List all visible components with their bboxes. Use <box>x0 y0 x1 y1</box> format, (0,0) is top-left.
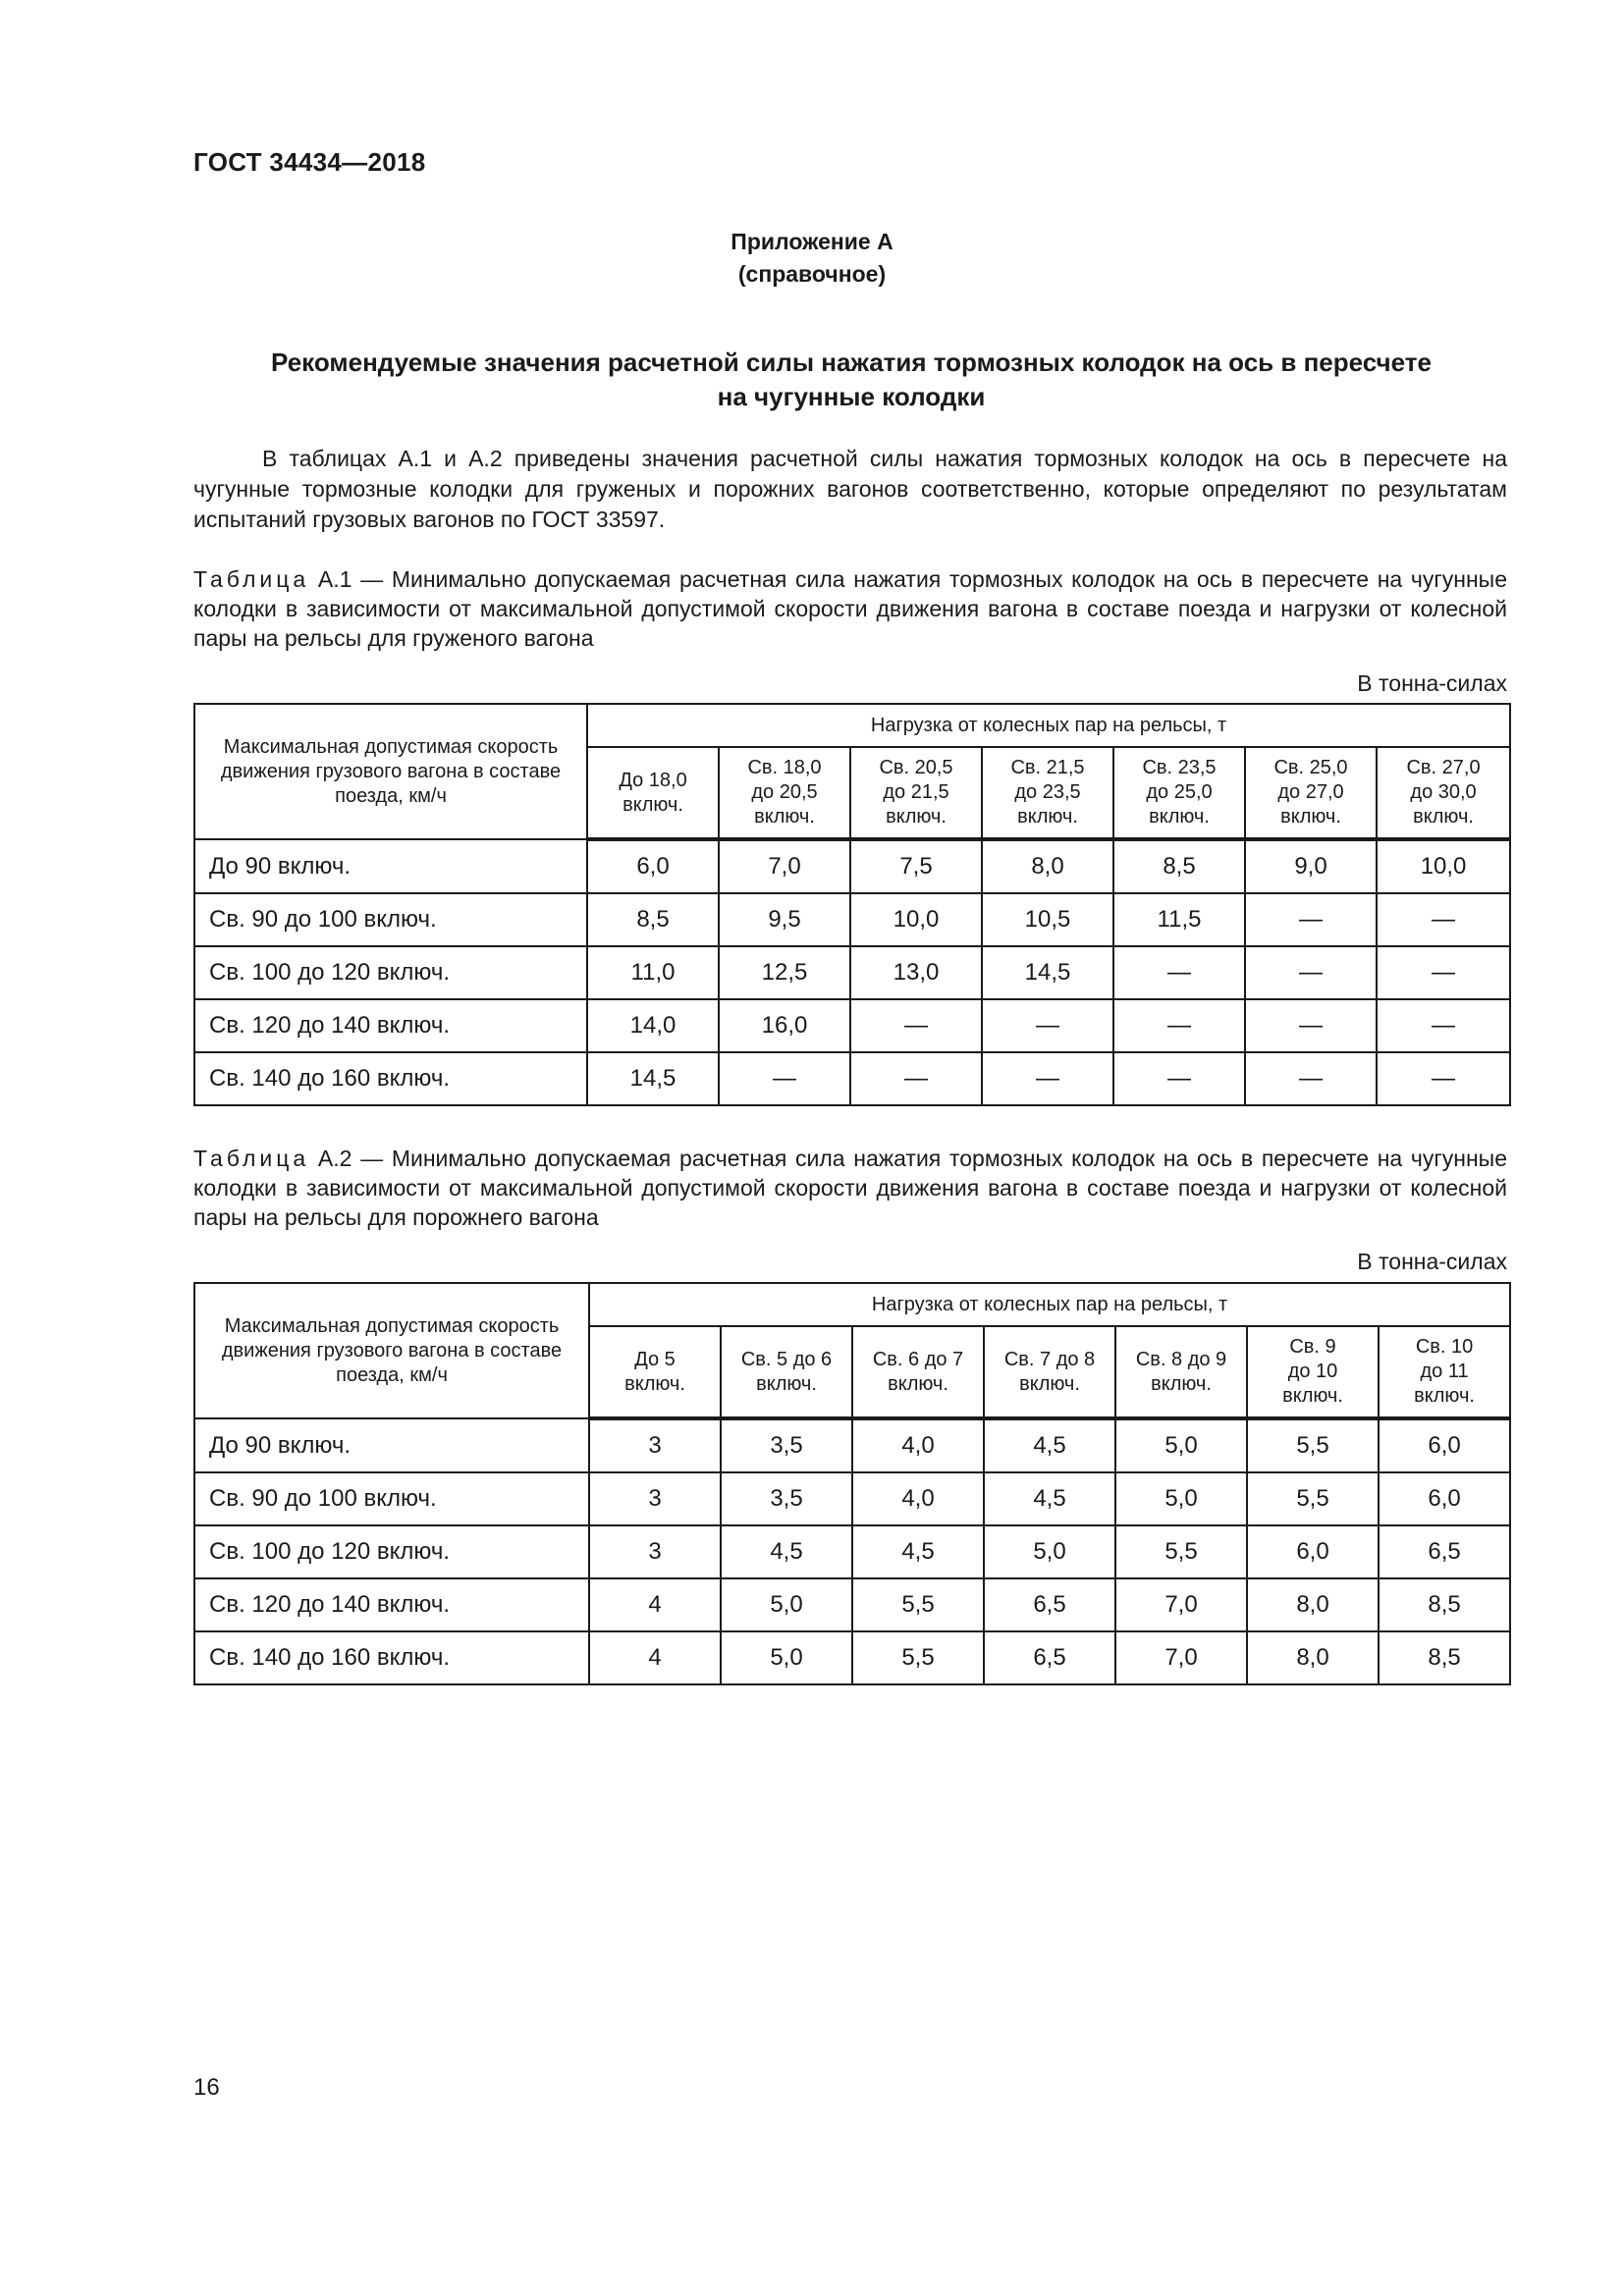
row-label: Св. 100 до 120 включ. <box>194 1525 589 1578</box>
table-cell: 6,0 <box>1247 1525 1379 1578</box>
table-cell: 14,0 <box>587 999 719 1052</box>
table-1-caption-text: А.1 — Минимально допускаемая расчетная сила нажатия тормозных колодок на ось в пересчете на чугунные колодки в зависимости от максимальной допустимой скорости движения вагона в составе поезда и нагрузки от колесной пары на рельсы для груженого вагона <box>193 566 1508 651</box>
table-cell: 7,0 <box>1115 1631 1247 1684</box>
column-header <box>1377 747 1510 839</box>
column-header <box>1379 1326 1510 1418</box>
table-row <box>194 946 1510 999</box>
table-row <box>194 1472 1510 1525</box>
column-header-line: Св. 27,0 <box>1406 757 1481 778</box>
intro-paragraph: В таблицах А.1 и А.2 приведены значения расчетной силы нажатия тормозных колодок на ось в пересчете на чугунные тормозные колодки для груженых и порожних вагонов соответственно, которые определяют по результатам испытаний грузовых вагонов по ГОСТ 33597. <box>193 446 1507 532</box>
column-header <box>852 1326 984 1418</box>
table-cell: 14,5 <box>587 1052 719 1105</box>
table-cell: 5,0 <box>1115 1472 1247 1525</box>
table-cell: 8,5 <box>1113 839 1245 893</box>
table-cell: 8,0 <box>982 839 1113 893</box>
row-label: Св. 140 до 160 включ. <box>194 1631 589 1684</box>
column-header-line: включ. <box>754 806 815 828</box>
column-header-line: включ. <box>1019 1372 1080 1395</box>
column-header-line: Св. 25,0 <box>1273 757 1348 778</box>
column-header-line: включ. <box>1149 806 1210 828</box>
table-row <box>194 1418 1510 1472</box>
table-2-caption-text: А.2 — Минимально допускаемая расчетная сила нажатия тормозных колодок на ось в пересчете на чугунные колодки в зависимости от максимальной допустимой скорости движения вагона в составе поезда и нагрузки от колесной пары на рельсы для порожнего вагона <box>193 1146 1508 1230</box>
section-title <box>193 346 1509 414</box>
table-cell: 6,0 <box>1379 1472 1510 1525</box>
table-cell: 4 <box>589 1578 721 1631</box>
table-1-label: Таблица <box>193 566 310 592</box>
table-cell: — <box>1113 946 1245 999</box>
table-2-label: Таблица <box>193 1146 310 1171</box>
table-cell: 8,0 <box>1247 1578 1379 1631</box>
table-cell: 5,5 <box>852 1631 984 1684</box>
table-cell: 5,5 <box>1247 1472 1379 1525</box>
column-header-line: до 25,0 <box>1146 781 1213 803</box>
table-cell: 16,0 <box>719 999 850 1052</box>
table-cell: 13,0 <box>850 946 982 999</box>
column-header-line: Св. 23,5 <box>1142 757 1217 778</box>
table-1-row-header: Максимальная допустимая скорость движения грузового вагона в составе поезда, км/ч <box>194 704 587 839</box>
column-header-line: включ. <box>886 806 947 828</box>
table-cell: — <box>1113 1052 1245 1105</box>
table-cell: 8,5 <box>587 893 719 946</box>
table-cell: 4,5 <box>984 1418 1115 1472</box>
table-2-row-header: Максимальная допустимая скорость движения грузового вагона в составе поезда, км/ч <box>194 1283 589 1418</box>
row-label: Св. 120 до 140 включ. <box>194 1578 589 1631</box>
table-row <box>194 893 1510 946</box>
table-cell: 3,5 <box>721 1472 852 1525</box>
table-cell: 5,0 <box>1115 1418 1247 1472</box>
table-cell: — <box>1245 1052 1377 1105</box>
column-header-line: включ. <box>888 1372 948 1395</box>
appendix-heading <box>0 226 1624 291</box>
table-cell: — <box>982 1052 1113 1105</box>
table-2-group-header: Нагрузка от колесных пар на рельсы, т <box>589 1283 1510 1326</box>
table-cell: 4,5 <box>852 1525 984 1578</box>
table-row <box>194 1525 1510 1578</box>
table-2-body <box>194 1418 1510 1684</box>
table-cell: 8,0 <box>1247 1631 1379 1684</box>
table-2-units: В тонна-силах <box>1357 1249 1507 1274</box>
column-header-line: Св. 20,5 <box>879 757 953 778</box>
table-cell: 8,5 <box>1379 1631 1510 1684</box>
row-label: Св. 90 до 100 включ. <box>194 1472 589 1525</box>
column-header-line: Св. 5 до 6 <box>740 1348 833 1370</box>
column-header-line: включ. <box>623 793 683 816</box>
column-header-line: Св. 8 до 9 <box>1135 1348 1227 1370</box>
table-cell: 6,5 <box>984 1578 1115 1631</box>
table-cell: 10,0 <box>1377 839 1510 893</box>
page-number: 16 <box>193 2074 220 2101</box>
table-1-body <box>194 839 1510 1105</box>
column-header <box>982 747 1113 839</box>
table-1-units: В тонна-силах <box>1357 670 1507 696</box>
column-header-line: до 23,5 <box>1014 781 1081 803</box>
table-cell: 3 <box>589 1418 721 1472</box>
table-cell: 5,0 <box>721 1631 852 1684</box>
column-header-line: Св. 18,0 <box>747 757 822 778</box>
row-label: Св. 90 до 100 включ. <box>194 893 587 946</box>
table-cell: 4 <box>589 1631 721 1684</box>
table-row <box>194 1631 1510 1684</box>
table-cell: 5,0 <box>984 1525 1115 1578</box>
table-cell: 7,5 <box>850 839 982 893</box>
table-cell: 9,0 <box>1245 839 1377 893</box>
table-cell: — <box>1377 946 1510 999</box>
table-cell: 6,5 <box>1379 1525 1510 1578</box>
table-cell: 4,5 <box>984 1472 1115 1525</box>
column-header-line: до 27,0 <box>1277 781 1344 803</box>
column-header-line: включ. <box>624 1372 685 1395</box>
column-header <box>1245 747 1377 839</box>
column-header-line: до 30,0 <box>1410 781 1477 803</box>
table-cell: 3 <box>589 1472 721 1525</box>
column-header-line: до 10 <box>1287 1361 1338 1382</box>
table-1-group-header: Нагрузка от колесных пар на рельсы, т <box>587 704 1510 747</box>
table-cell: — <box>1245 999 1377 1052</box>
table-cell: 5,5 <box>1247 1418 1379 1472</box>
table-cell: 3,5 <box>721 1418 852 1472</box>
table-1-header <box>194 704 1510 839</box>
table-cell: — <box>1377 893 1510 946</box>
table-cell: 4,0 <box>852 1472 984 1525</box>
column-header-line: до 11 <box>1420 1361 1469 1382</box>
table-cell: — <box>1113 999 1245 1052</box>
appendix-title: Приложение А <box>731 229 893 254</box>
column-header <box>587 747 719 839</box>
row-label: Св. 120 до 140 включ. <box>194 999 587 1052</box>
section-title-line-1: Рекомендуемые значения расчетной силы нажатия тормозных колодок на ось в пересчете <box>271 347 1432 377</box>
section-title-line-2: на чугунные колодки <box>717 382 986 411</box>
column-header <box>1113 747 1245 839</box>
table-1 <box>193 703 1511 1106</box>
table-cell: — <box>982 999 1113 1052</box>
table-cell: 10,5 <box>982 893 1113 946</box>
row-label: До 90 включ. <box>194 1418 589 1472</box>
table-2 <box>193 1282 1511 1685</box>
table-cell: — <box>719 1052 850 1105</box>
table-1-caption <box>193 564 1507 653</box>
column-header <box>589 1326 721 1418</box>
row-label: Св. 140 до 160 включ. <box>194 1052 587 1105</box>
table-cell: 10,0 <box>850 893 982 946</box>
table-cell: 8,5 <box>1379 1578 1510 1631</box>
table-cell: — <box>1245 893 1377 946</box>
appendix-subtitle: (справочное) <box>737 261 887 287</box>
column-header <box>984 1326 1115 1418</box>
table-cell: 11,5 <box>1113 893 1245 946</box>
column-header-line: включ. <box>1413 806 1474 828</box>
column-header-line: включ. <box>1280 806 1341 828</box>
column-header-line: включ. <box>756 1372 817 1395</box>
column-header-line: Св. 21,5 <box>1010 757 1085 778</box>
column-header-line: До 18,0 <box>619 769 687 791</box>
table-cell: 9,5 <box>719 893 850 946</box>
table-row <box>194 1052 1510 1105</box>
table-cell: 7,0 <box>719 839 850 893</box>
column-header <box>850 747 982 839</box>
column-header-line: до 21,5 <box>883 781 949 803</box>
column-header-line: включ. <box>1017 806 1078 828</box>
table-cell: 4,5 <box>721 1525 852 1578</box>
table-cell: 7,0 <box>1115 1578 1247 1631</box>
column-header <box>721 1326 852 1418</box>
column-header-line: До 5 <box>634 1348 676 1370</box>
row-label: Св. 100 до 120 включ. <box>194 946 587 999</box>
column-header-line: включ. <box>1282 1385 1343 1407</box>
table-2-caption <box>193 1144 1507 1232</box>
table-row <box>194 999 1510 1052</box>
table-cell: 12,5 <box>719 946 850 999</box>
row-label: До 90 включ. <box>194 839 587 893</box>
table-cell: — <box>1377 1052 1510 1105</box>
table-row <box>194 1578 1510 1631</box>
column-header <box>1115 1326 1247 1418</box>
table-cell: 5,5 <box>852 1578 984 1631</box>
table-cell: 3 <box>589 1525 721 1578</box>
table-cell: 5,5 <box>1115 1525 1247 1578</box>
column-header-line: Св. 9 <box>1289 1336 1336 1358</box>
table-2-header <box>194 1283 1510 1418</box>
column-header-line: до 20,5 <box>751 781 818 803</box>
column-header-line: Св. 10 <box>1415 1336 1474 1358</box>
table-cell: — <box>1377 999 1510 1052</box>
table-cell: — <box>1245 946 1377 999</box>
column-header-line: включ. <box>1151 1372 1212 1395</box>
table-cell: 14,5 <box>982 946 1113 999</box>
table-cell: — <box>850 1052 982 1105</box>
document-header: ГОСТ 34434—2018 <box>193 147 426 177</box>
table-cell: — <box>850 999 982 1052</box>
table-cell: 4,0 <box>852 1418 984 1472</box>
table-cell: 6,0 <box>587 839 719 893</box>
column-header <box>719 747 850 839</box>
column-header-line: включ. <box>1414 1385 1475 1407</box>
table-cell: 5,0 <box>721 1578 852 1631</box>
table-row <box>194 839 1510 893</box>
column-header-line: Св. 7 до 8 <box>1003 1348 1096 1370</box>
table-cell: 6,0 <box>1379 1418 1510 1472</box>
table-cell: 11,0 <box>587 946 719 999</box>
table-cell: 6,5 <box>984 1631 1115 1684</box>
column-header <box>1247 1326 1379 1418</box>
column-header-line: Св. 6 до 7 <box>872 1348 964 1370</box>
